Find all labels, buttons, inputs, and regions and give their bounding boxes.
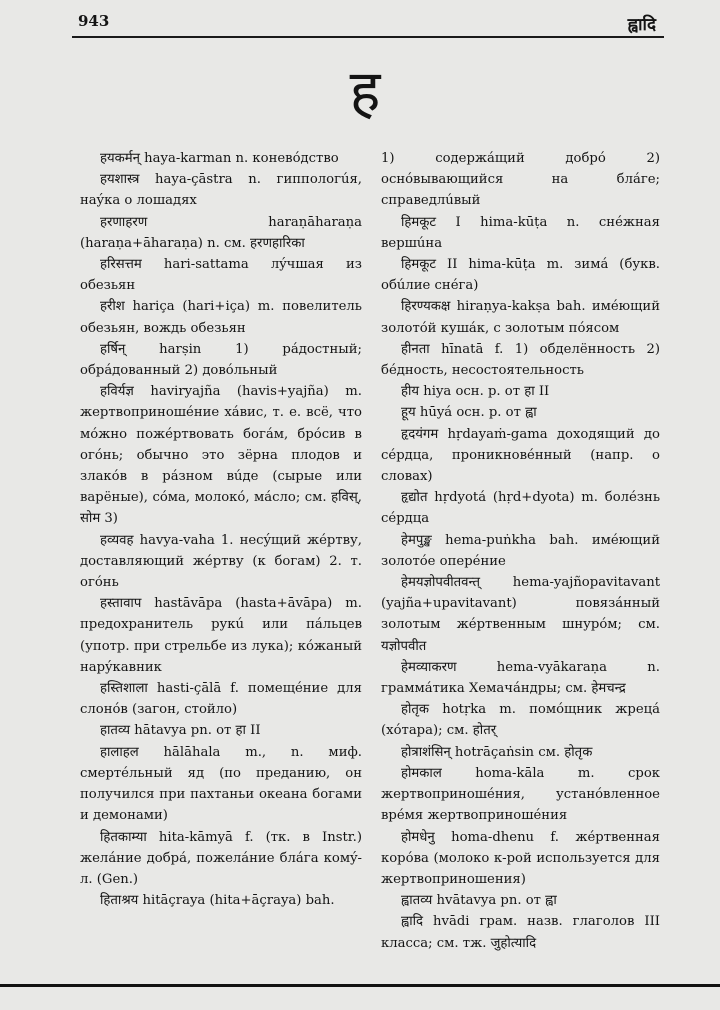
dictionary-entry: होतृक hotṛka m. помóщник жрецá (хóтара); см. होतर् <box>381 702 660 739</box>
dictionary-entry: हयकर्मन् haya-karman n. коневóдство <box>100 151 339 166</box>
dictionary-entry: हेमव्याकरण hema-vyākaraṇa n. граммáтика Хемачáндры; см. हेमचन्द्र <box>381 659 660 697</box>
dictionary-entry: हेमयज्ञोपवीतवन्त् hema-yajñopavitavant (yajña+upavitavant) повязáнный золотым жéртвенным шнурóм; см. यज्ञोपवीत <box>381 575 660 654</box>
dictionary-entry: होमधेनु homa-dhenu f. жéртвенная корóва (молоко к-рой используется для жертвоприношения) <box>381 829 660 887</box>
dictionary-entry: हीनता hīnatā f. 1) обделённость 2) бéдность, несостоятельность <box>381 341 660 379</box>
dictionary-entry: हविर्यज्ञ haviryajña (havis+yajña) m. жертвоприношéние хáвис, т. е. всё, что мóжно пожéртвовать богáм, брóсив в огóнь; обычно это зёрна плодов и злакóв в рáзном вúде (сырые или варёные), сóма, молокó, мáсло; см. हविस्, सोम 3) <box>80 384 362 527</box>
dictionary-entry: हृद्योत hṛdyotá (hṛd+dyota) m. болéзнь сéрдца <box>381 490 660 527</box>
left-column <box>80 148 362 911</box>
dictionary-entry: हिताश्रय hitāçraya (hita+āçraya) bah. <box>100 893 335 909</box>
dictionary-entry: हालाहल hālāhala m., n. миф. смертéльный яд (по преданию, он получился при пахтаньи океана богами и демонами) <box>80 744 362 824</box>
dictionary-entry: हेमपुङ्ख hema-puṅkha bah. имéющий золотóе оперéние <box>381 532 660 569</box>
dictionary-entry: हृदयंगम hṛdayaṁ-gama доходящий до сéрдца, проникновéнный (напр. о словах) <box>381 426 660 485</box>
dictionary-entry: होमकाल homa-kāla m. срок жертвоприношéния, устанóвленное врéмя жертвоприношéния <box>381 765 660 824</box>
dictionary-entry: हरणाहरण haraṇāharaṇa (haraṇa+āharaṇa) n. см. हरणहारिका <box>80 214 362 251</box>
dictionary-entry: होत्राशंसिन् hotrāçaṅsin см. होतृक <box>401 744 593 760</box>
dictionary-entry: हिमकूट II hima-kūṭa m. зимá (букв. обúлие снéга) <box>381 257 660 294</box>
dictionary-entry: हव्यवह havya-vaha 1. несýщий жéртву, доставляющий жéртву (к богам) 2. т. огóнь <box>80 532 362 591</box>
dictionary-entry: हितकाम्या hita-kāmyā f. (тк. в Instr.) желáние добрá, пожелáние блáга комý-л. (Gen.) <box>80 829 362 887</box>
dictionary-entry: हूय hūyá осн. р. от ह्वा <box>401 405 537 421</box>
dictionary-entry: हस्तिशाला hasti-çālā f. помещéние для слонóв (загон, стойло) <box>80 681 362 718</box>
running-head: ह्वादि <box>627 15 656 35</box>
page-number: 943 <box>78 12 110 30</box>
right-column <box>381 148 660 954</box>
dictionary-entry: हातव्य hātavya pn. от हा II <box>100 723 261 739</box>
dictionary-entry-continued: 1) содержáщий добрó 2) оснóвывающийся на блáге; справедлúвый <box>381 151 660 209</box>
dictionary-entry: हर्षिन् harṣin 1) рáдостный; обрáдованный 2) довóльный <box>80 341 362 379</box>
dictionary-entry: हरिसत्तम hari-sattama лýчшая из обезьян <box>80 257 362 294</box>
dictionary-entry: हिरण्यकक्ष hiraṇya-kakṣa bah. имéющий золотóй кушáк, с золотым пóясом <box>381 299 660 336</box>
dictionary-entry: ह्वातव्य hvātavya pn. от ह्वा <box>401 893 557 909</box>
dictionary-entry: हस्तावाप hastāvāpa (hasta+āvāpa) m. предохранитель рукú или пáльцев (употр. при стрельбе из лука); кóжаный нарýкавник <box>80 596 362 675</box>
dictionary-entry: हीय hiya осн. р. от हा II <box>401 384 550 400</box>
dictionary-entry: हिमकूट I hima-kūṭa n. снéжная вершúна <box>381 214 660 251</box>
scan-bottom-edge <box>0 984 720 987</box>
dictionary-entry: हयशास्त्र haya-çāstra n. гиппологúя, наýка о лошадях <box>80 172 362 209</box>
section-letter: ह <box>349 57 381 125</box>
header-rule <box>72 36 664 38</box>
dictionary-entry: ह्वादि hvādi грам. назв. глаголов III класса; см. тж. जुहोत्यादि <box>381 914 660 951</box>
dictionary-entry: हरीश hariça (hari+iça) m. повелитель обезьян, вождь обезьян <box>80 299 362 336</box>
